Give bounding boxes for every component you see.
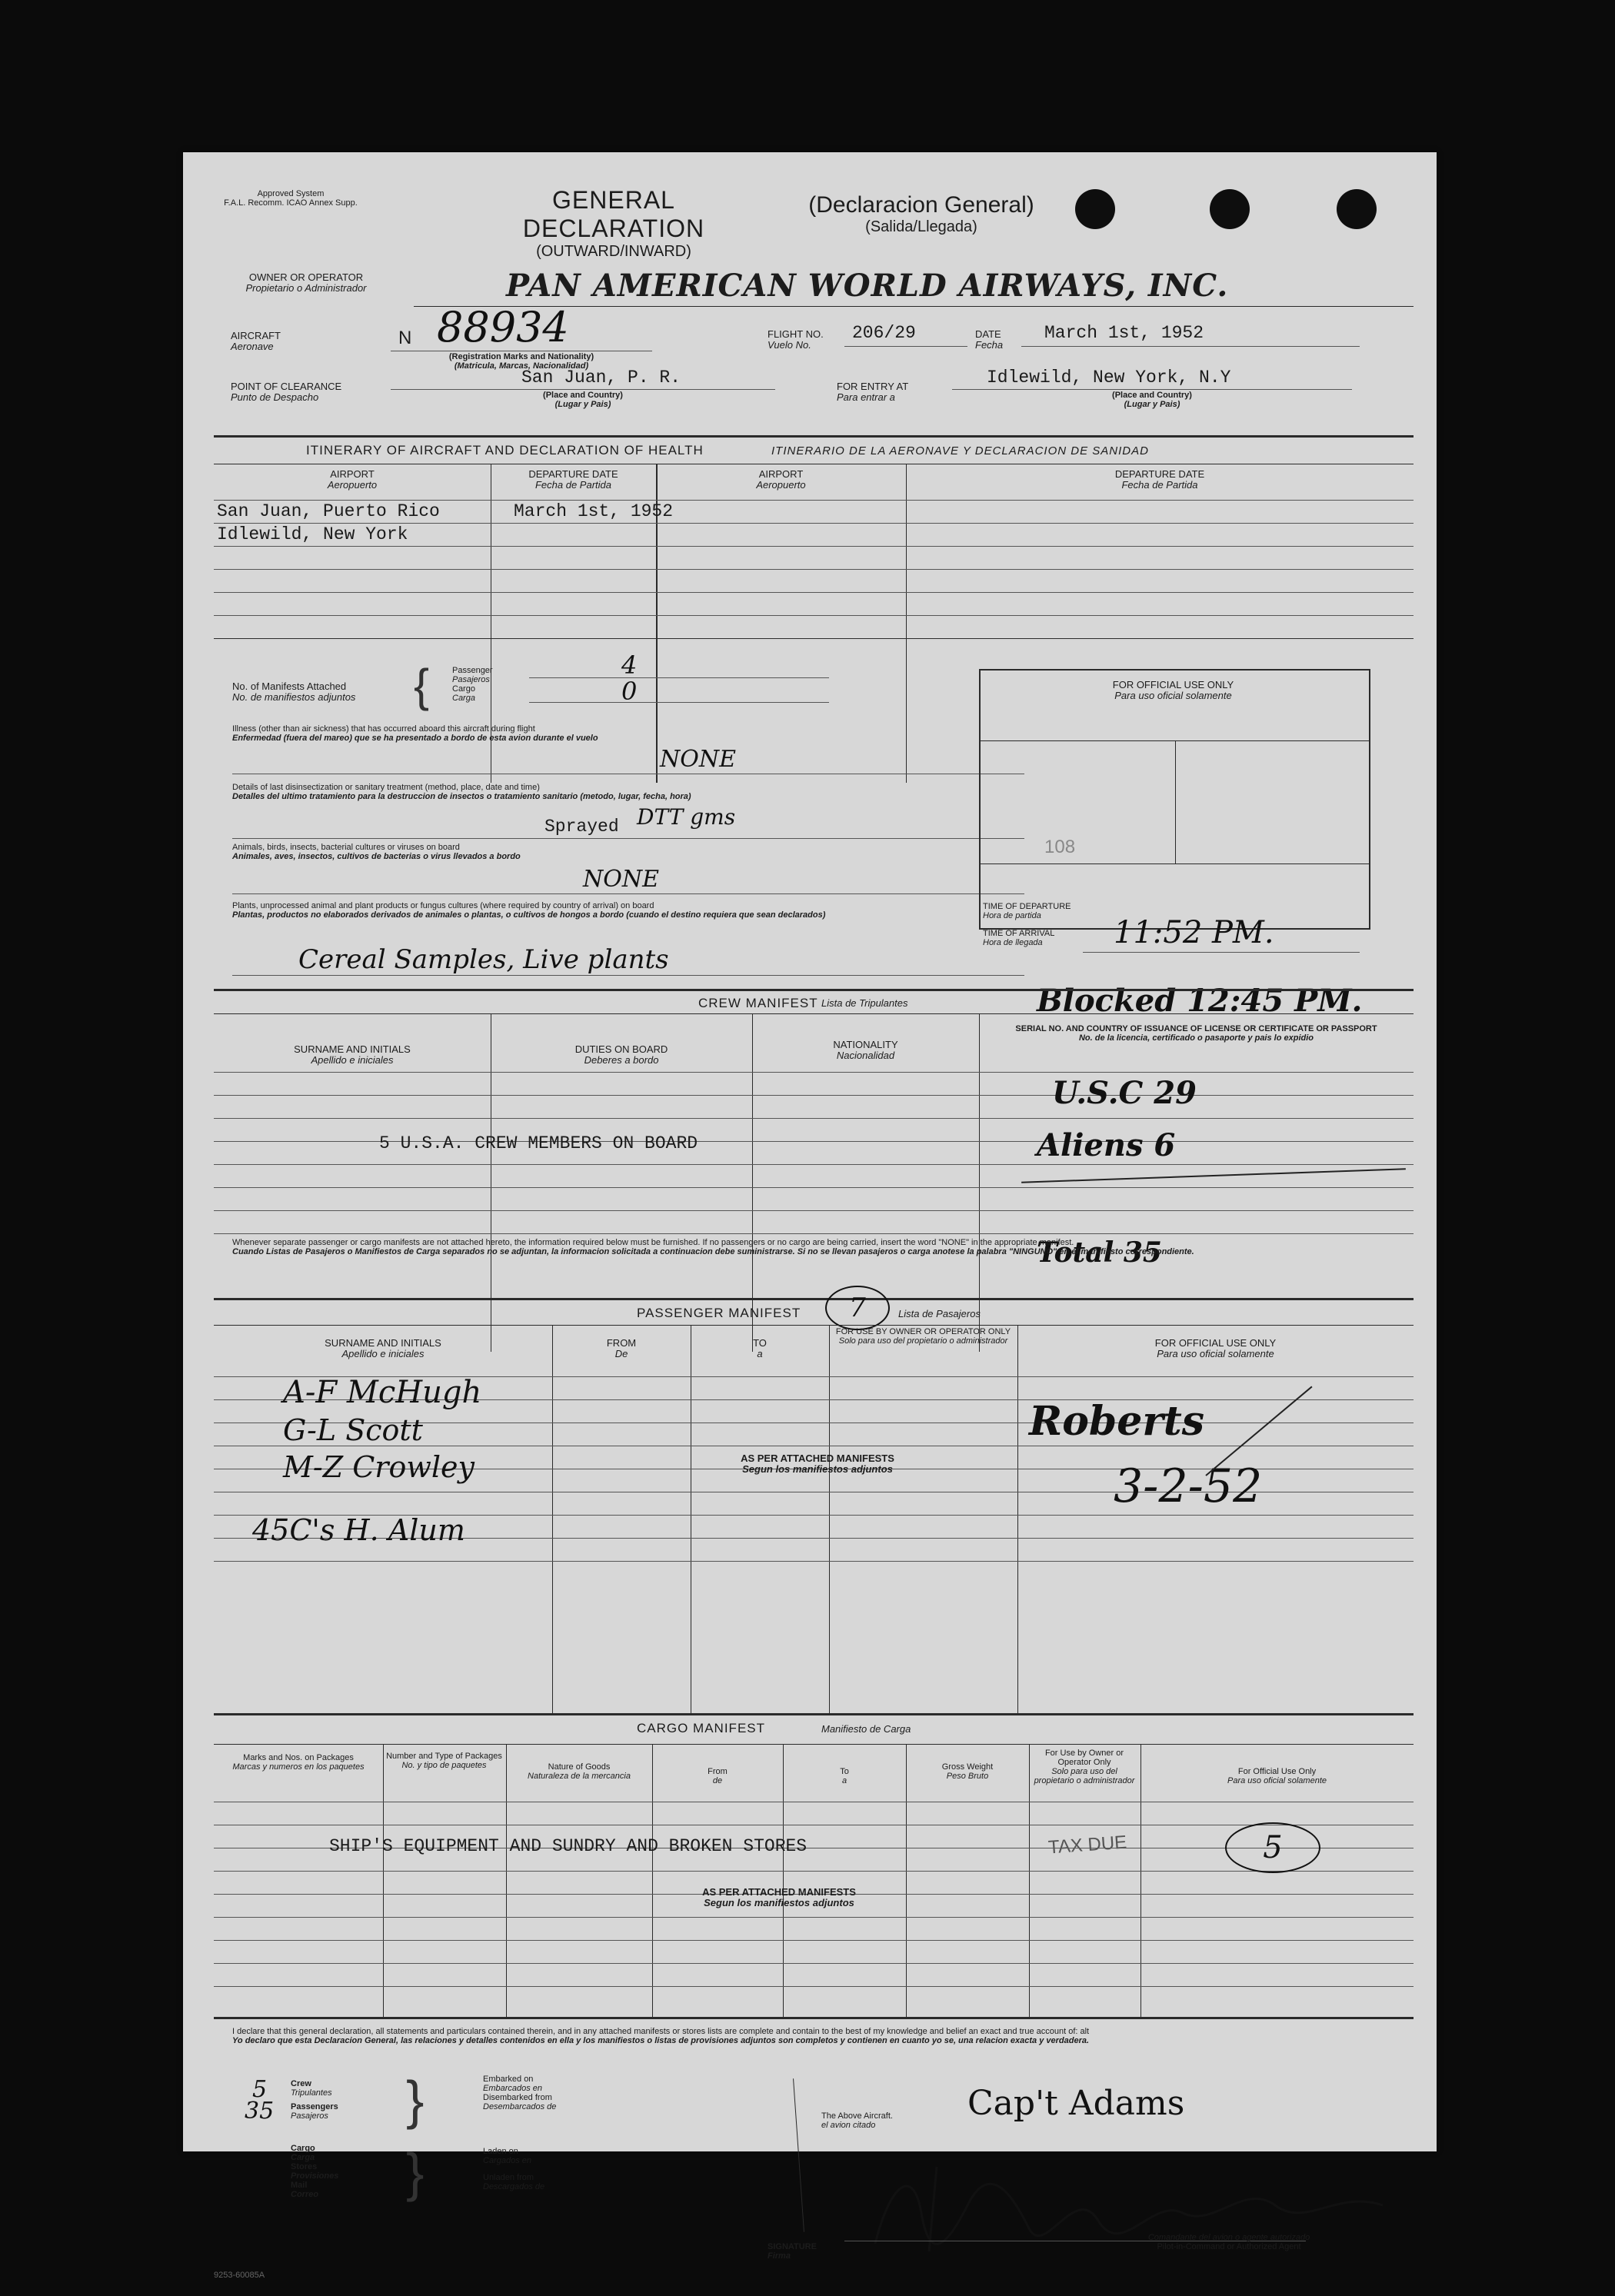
crew-aliens: Aliens 6 — [1037, 1127, 1176, 1163]
captain-handwritten: Cap't Adams — [967, 2084, 1185, 2123]
cargo-col-owner: For Use by Owner or Operator Only Solo para uso del propietario o administrador — [1034, 1749, 1135, 1785]
animals-value: NONE — [583, 866, 659, 893]
cargo-stores-mail: Cargo Carga Stores Provisiones Mail Correo — [291, 2144, 339, 2199]
pax-hand-row: G-L Scott — [283, 1413, 423, 1447]
punch-hole — [1210, 189, 1250, 229]
entry-value: Idlewild, New York, N.Y — [987, 368, 1231, 388]
above-aircraft: The Above Aircraft. el avion citado — [821, 2111, 893, 2130]
crew-col-duties: DUTIES ON BOARD Deberes a bordo — [574, 1043, 668, 1066]
aircraft-number: 88934 — [437, 303, 569, 351]
owner-value: PAN AMERICAN WORLD AIRWAYS, INC. — [506, 268, 1229, 304]
pax-col-from: FROM De — [606, 1337, 637, 1359]
cargo-col-number: Number and Type of Packages No. y tipo de paquetes — [386, 1752, 502, 1770]
passenger-title-es: Lista de Pasajeros — [898, 1308, 981, 1319]
pax-official-signature: Roberts — [1029, 1398, 1205, 1445]
pax-col-surname: SURNAME AND INITIALS Apellido e iniciales — [325, 1337, 441, 1359]
animals-label: Animals, birds, insects, bacterial cultures or viruses on board Animales, aves, insectos, cultivos de bacterias o virus llevados a bordo — [232, 843, 521, 861]
disinsect-label: Details of last disinsectization or sanitary treatment (method, place, date and time) Detalles del ultimo tratamiento para la destruccion de insectos o tratamiento sanitario (metodo, lugar, fecha, hora) — [232, 783, 691, 801]
declared-crew-count: 5 — [252, 2076, 268, 2103]
form-title: GENERAL DECLARATION (OUTWARD/INWARD) — [522, 186, 705, 260]
cargo-col-to: To a — [840, 1767, 849, 1785]
crew-col-serial: SERIAL NO. AND COUNTRY OF ISSUANCE OF LICENSE OR CERTIFICATE OR PASSPORT No. de la licencia, certificado o pasaporte y pais lo expidio — [1015, 1024, 1377, 1043]
punch-hole — [1075, 189, 1115, 229]
itin-row-airport: San Juan, Puerto Rico — [217, 501, 440, 521]
itinerary-title: ITINERARY OF AIRCRAFT AND DECLARATION OF HEALTH — [306, 443, 704, 458]
cargo-col-official: For Official Use Only Para uso oficial solamente — [1227, 1767, 1327, 1785]
itin-col-departure-2: DEPARTURE DATE Fecha de Partida — [1114, 468, 1205, 491]
crew-title: CREW MANIFEST — [698, 996, 818, 1010]
passenger-circled-count: 7 — [825, 1286, 890, 1330]
disinsect-hand: DTT gms — [637, 804, 736, 830]
blocked-time-value: Blocked 12:45 PM. — [1037, 983, 1363, 1019]
clearance-value: San Juan, P. R. — [521, 368, 681, 388]
illness-label: Illness (other than air sickness) that has occurred aboard this aircraft during flight Enfermedad (fuera del mareo) que se ha presentado a bordo de esta avion durante el vuelo — [232, 724, 598, 743]
crew-col-nationality: NATIONALITY Nacionalidad — [833, 1039, 898, 1061]
cargo-typed-row: SHIP'S EQUIPMENT AND SUNDRY AND BROKEN STORES — [329, 1836, 808, 1856]
itin-col-airport: AIRPORT Aeropuerto — [327, 468, 378, 491]
date-value: March 1st, 1952 — [1044, 323, 1204, 343]
departure-time-label: TIME OF DEPARTURE Hora de partida — [983, 902, 1071, 920]
flight-value: 206/29 — [852, 323, 916, 343]
itinerary-title-es: ITINERARIO DE LA AERONAVE Y DECLARACION DE SANIDAD — [771, 444, 1149, 458]
flight-label: FLIGHT NO. Vuelo No. — [768, 328, 824, 351]
owner-label: OWNER OR OPERATOR Propietario o Administrador — [245, 271, 367, 294]
cargo-title: CARGO MANIFEST — [637, 1721, 766, 1735]
aircraft-label: AIRCRAFT Aeronave — [231, 330, 281, 352]
punch-hole — [1337, 189, 1377, 229]
cargo-col-weight: Gross Weight Peso Bruto — [941, 1762, 994, 1781]
plants-label: Plants, unprocessed animal and plant products or fungus cultures (where required by country of arrival) on board Plantas, productos no elaborados derivados de animales o plantas, o cultivos de hongos a bordo (cuando el destino requiera que sean declarados) — [232, 901, 826, 920]
brace: { — [414, 660, 430, 711]
declared-crew-label: Crew Tripulantes — [291, 2079, 332, 2098]
form-number: 9253-60085A — [214, 2271, 265, 2280]
plants-value: Cereal Samples, Live plants — [298, 944, 669, 975]
signature-label: SIGNATURE Firma — [768, 2242, 817, 2261]
pax-hand-row: M-Z Crowley — [283, 1450, 475, 1484]
cargo-circled-count: 5 — [1225, 1822, 1320, 1873]
pax-col-official: FOR OFFICIAL USE ONLY Para uso oficial solamente — [1154, 1337, 1277, 1359]
signer-caption: Comandante del avion o agente autorizado Pilot-in-Command or Authorized Agent — [1147, 2233, 1310, 2251]
illness-value: NONE — [660, 746, 736, 773]
declared-pax-count: 35 — [245, 2098, 275, 2125]
itin-col-departure: DEPARTURE DATE Fecha de Partida — [528, 468, 618, 491]
embark-labels: Embarked on Embarcados en Disembarked from Desembarcados de — [483, 2075, 557, 2111]
arrival-time-value: 11:52 PM. — [1114, 915, 1274, 950]
date-label: DATE Fecha — [975, 328, 1004, 351]
brace: } — [406, 2142, 425, 2202]
disinsect-typed: Sprayed — [544, 817, 619, 837]
crew-title-es: Lista de Tripulantes — [821, 997, 908, 1009]
arrival-time-label: TIME OF ARRIVAL Hora de llegada — [983, 929, 1055, 947]
passenger-count: 4 — [621, 651, 638, 680]
declaration-text: I declare that this general declaration, all statements and particulars contained therein, and in any attached manifests or stores lists are complete and contain to the best of my knowledge and belief an exact and true account of: alt Yo declaro que esta Declaracion General, las relaciones y detalles contenidos en ella y los manifiestos o listas de provisiones adjuntos son completos y contienen en cuanto yo se, una relacion exacta y verdadera. — [232, 2027, 1090, 2045]
pax-hand-row: 45C's H. Alum — [252, 1513, 465, 1547]
manifest-types: Passenger Pasajeros Cargo Carga — [452, 666, 493, 703]
entry-caption: (Place and Country) (Lugar y Pais) — [1112, 391, 1192, 409]
itin-row-date: March 1st, 1952 — [514, 501, 674, 521]
pax-col-owner: FOR USE BY OWNER OR OPERATOR ONLY Solo para uso del propietario o administrador — [835, 1327, 1011, 1346]
approved-system: Approved System F.A.L. Recomm. ICAO Annex Supp. — [224, 189, 358, 208]
pax-official-date: 3-2-52 — [1114, 1459, 1263, 1513]
form-title-es: (Declaracion General) (Salida/Llegada) — [808, 192, 1034, 235]
cargo-col-nature: Nature of Goods Naturaleza de la mercancia — [528, 1762, 631, 1781]
entry-label: FOR ENTRY AT Para entrar a — [837, 381, 909, 403]
declared-pax-label: Passengers Pasajeros — [291, 2102, 338, 2121]
crew-typed-row: 5 U.S.A. CREW MEMBERS ON BOARD — [379, 1133, 698, 1153]
declaration-sheet — [183, 152, 1437, 2280]
cargo-count: 0 — [621, 677, 638, 706]
cargo-col-marks: Marks and Nos. on Packages Marcas y numeros en los paquetes — [232, 1753, 365, 1772]
crew-tally-line — [1021, 1168, 1406, 1183]
itin-row-airport: Idlewild, New York — [217, 524, 408, 544]
brace: } — [406, 2070, 425, 2130]
cargo-title-es: Manifiesto de Carga — [821, 1723, 911, 1735]
pax-attached: AS PER ATTACHED MANIFESTS Segun los manifiestos adjuntos — [741, 1452, 894, 1475]
aircraft-prefix: N — [398, 328, 412, 348]
crew-col-surname: SURNAME AND INITIALS Apellido e iniciales — [294, 1043, 411, 1066]
official-stamp: 108 — [1044, 837, 1076, 857]
clearance-label: POINT OF CLEARANCE Punto de Despacho — [231, 381, 342, 403]
instructions: Whenever separate passenger or cargo manifests are not attached hereto, the information required below must be furnished. If no passengers or no cargo are being carried, insert the word "NONE" in the appropriate manifest. Cuando Listas de Pasajeros o Manifiestos de Carga separados no se adjuntan, la informacion solicitada a continuacion debe suministrarse. Si no se llevan pasajeros o carga anotese la palabra "NINGUNO" en el manifiesto correspondiente. — [232, 1238, 1194, 1256]
manifests-label: No. of Manifests Attached No. de manifiestos adjuntos — [232, 680, 356, 703]
official-use-title: FOR OFFICIAL USE ONLY Para uso oficial solamente — [1112, 679, 1234, 701]
pax-hand-row: A-F McHugh — [283, 1375, 482, 1410]
clearance-caption: (Place and Country) (Lugar y Pais) — [543, 391, 623, 409]
cargo-tax-stamp: TAX DUE — [1047, 1832, 1128, 1858]
crew-usc: U.S.C 29 — [1052, 1075, 1197, 1111]
itin-col-airport-2: AIRPORT Aeropuerto — [756, 468, 806, 491]
cargo-attached: AS PER ATTACHED MANIFESTS Segun los manifiestos adjuntos — [702, 1886, 856, 1908]
cargo-col-from: From de — [708, 1767, 728, 1785]
laden-labels: Laden on Cargados en Unladen from Descargados de — [483, 2147, 545, 2191]
pax-col-to: TO a — [753, 1337, 767, 1359]
passenger-title: PASSENGER MANIFEST — [637, 1306, 801, 1320]
crew-total: Total 35 — [1037, 1236, 1162, 1269]
aircraft-reg-caption: (Registration Marks and Nationality) (Matricula, Marcas, Nacionalidad) — [448, 352, 594, 371]
